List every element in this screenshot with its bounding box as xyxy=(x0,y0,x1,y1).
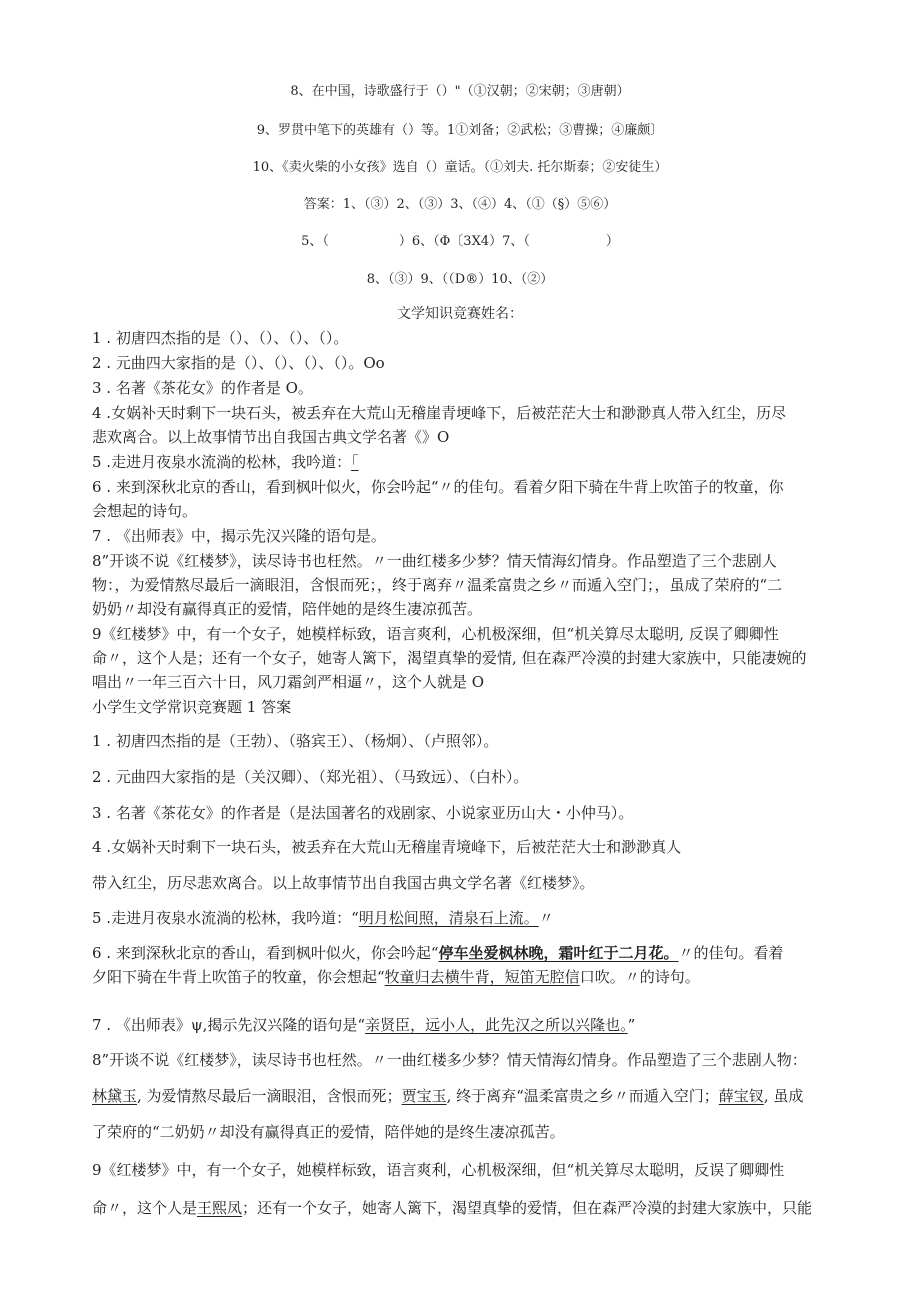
answer-7-quote: 亲贤臣，远小人，此先汉之所以兴隆也。 xyxy=(365,1016,628,1034)
answer-6-text-4: 口吹。〃的诗句。 xyxy=(579,968,700,986)
quiz-question-6-line-1: 6 . 来到深秋北京的香山，看到枫叶似火，你会吟起“〃的佳句。看着夕阳下骑在牛背上吹笛子的牧童，你 xyxy=(92,478,784,496)
answer-8-line-3: 了荣府的“二奶奶〃却没有赢得真正的爱情，陪伴她的是终生凄凉孤苦。 xyxy=(92,1123,565,1141)
top-question-9: 9、罗贯中笔下的英雄有（）等。1①刘备；②武松；③曹操；④廉颇〕 xyxy=(256,123,664,138)
quiz-question-2: 2 . 元曲四大家指的是（）、（）、（）、（）。Oo xyxy=(92,354,385,372)
answer-2: 2 . 元曲四大家指的是（关汉卿）、（郑光祖）、（马致远）、（白朴）。 xyxy=(92,768,529,786)
top-answers-line-2 xyxy=(0,232,920,252)
quiz-question-3: 3 . 名著《茶花女》的作者是 O。 xyxy=(92,379,313,397)
answer-4-line-2: 带入红尘，历尽悲欢离合。以上故事情节出自我国古典文学名著《红楼梦》。 xyxy=(92,874,595,892)
top-answers-line-1: 答案：1、（③）2、（③）3、（④）4、（①（§）⑤⑥） xyxy=(303,197,617,212)
answers-5-open: 5、（ xyxy=(301,234,329,249)
answer-6-line-1 xyxy=(92,943,784,963)
answer-7-text: 7 . 《出师表》ψ,揭示先汉兴隆的语句是“ xyxy=(92,1016,366,1034)
answer-5-poem: 明月松间照，清泉石上流。 xyxy=(358,909,539,927)
answer-7-close: ” xyxy=(627,1016,636,1034)
quiz-question-7: 7 . 《出师表》中，揭示先汉兴隆的语句是。 xyxy=(92,527,386,545)
quiz-question-5-text: 5 .走进月夜泉水流淌的松林，我吟道： xyxy=(92,453,352,471)
answer-9-name: 王熙凤 xyxy=(197,1199,243,1217)
answer-3: 3 . 名著《茶花女》的作者是（是法国著名的戏剧家、小说家亚历山大・小仲马）。 xyxy=(92,804,634,822)
answer-4-line-1: 4 .女娲补天时剩下一块石头，被丢弃在大荒山无稽崖青境峰下，后被茫茫大士和渺渺真人 xyxy=(92,838,682,856)
top-answers-line-3: 8、（③）9、（（D®）10、（②） xyxy=(366,272,554,287)
quiz-title: 文学知识竞赛姓名： xyxy=(397,306,523,322)
quiz-question-5-blank: 「 xyxy=(351,453,359,471)
quiz-question-4-line-1: 4 .女娲补天时剩下一块石头，被丢弃在大荒山无稽崖青埂峰下，后被茫茫大士和渺渺真人带入红尘，历尽 xyxy=(92,404,787,422)
answer-6-line-2 xyxy=(92,967,700,987)
answer-8-line-1: 8”开谈不说《红楼梦》，读尽诗书也枉然。〃一曲红楼多少梦？情天情海幻情身。作品塑造了三个悲剧人物： xyxy=(92,1051,807,1069)
answer-9-text-2: ；还有一个女子，她寄人篱下，渴望真挚的爱情，但在森严冷漠的封建大家族中，只能 xyxy=(242,1199,813,1217)
answer-9-text-1: 命〃，这个人是 xyxy=(92,1199,198,1217)
answer-8-text-2: , 终于离弃“温柔富贵之乡〃而遁入空门； xyxy=(446,1087,719,1105)
quiz-question-8-line-3: 奶奶〃却没有赢得真正的爱情，陪伴她的是终生凄凉孤苦。 xyxy=(92,600,483,618)
answer-5-text: 5 .走进月夜泉水流淌的松林，我吟道：“ xyxy=(92,909,359,927)
quiz-question-8-line-1: 8”开谈不说《红楼梦》，读尽诗书也枉然。〃一曲红楼多少梦？情天情海幻情身。作品塑造了三个悲剧人 xyxy=(92,552,777,570)
quiz-question-4-line-2: 悲欢离合。以上故事情节出自我国古典文学名著《》O xyxy=(92,428,450,446)
quiz-question-8-line-2: 物：，为爱情熬尽最后一滴眼泪，含恨而死；，终于离弃〃温柔富贵之乡〃而遁入空门；，虽成了荣府的“二 xyxy=(92,576,783,594)
answer-1: 1 . 初唐四杰指的是（王勃）、（骆宾王）、（杨炯）、（卢照邻）。 xyxy=(92,732,499,750)
quiz-question-9-line-2: 命〃，这个人是；还有一个女子，她寄人篱下，渴望真挚的爱情, 但在森严冷漠的封建大家族中，只能凄婉的 xyxy=(92,649,807,667)
top-question-10: 10、《卖火柴的小女孩》选自（）童话。（①刘夫. 托尔斯泰；②安徒生） xyxy=(252,160,668,175)
answer-6-text-3: 夕阳下骑在牛背上吹笛子的牧童，你会想起“ xyxy=(92,968,385,986)
answer-6-text-2: 〃的佳句。看着 xyxy=(678,944,784,962)
answers-6-7: ）6、（Φ〔3X4）7、（ xyxy=(398,234,530,249)
answer-8-name-1: 林黛玉 xyxy=(92,1087,138,1105)
answer-8-text-3: , 虽成 xyxy=(763,1087,804,1105)
answer-6-poem-1: 停车坐爱枫林晚，霜叶红于二月花。 xyxy=(438,944,679,962)
answer-8-text-1: , 为爱情熬尽最后一滴眼泪，含恨而死； xyxy=(137,1087,402,1105)
quiz-question-5 xyxy=(92,452,359,472)
quiz-question-6-line-2: 会想起的诗句。 xyxy=(92,502,198,520)
answer-5-close: 〃 xyxy=(538,909,554,927)
answer-6-poem-2: 牧童归去横牛背，短笛无腔信 xyxy=(384,968,580,986)
answers-7-close: ） xyxy=(605,234,619,249)
quiz-question-9-line-1: 9《红楼梦》中，有一个女子，她模样标致，语言爽利，心机极深细，但“机关算尽太聪明, 反误了卿卿性 xyxy=(92,625,779,643)
answer-9-line-2 xyxy=(92,1198,812,1218)
answer-6-text: 6 . 来到深秋北京的香山，看到枫叶似火，你会吟起“ xyxy=(92,944,439,962)
answer-8-line-2 xyxy=(92,1086,803,1106)
answer-8-name-2: 贾宝玉 xyxy=(401,1087,447,1105)
quiz-question-9-line-3: 唱出〃一年三百六十日，风刀霜剑严相逼〃，这个人就是 O xyxy=(92,673,485,691)
answer-5 xyxy=(92,908,554,928)
quiz-question-1: 1 . 初唐四杰指的是（）、（）、（）、（）。 xyxy=(92,329,349,347)
answer-8-name-3: 薛宝钗 xyxy=(718,1087,764,1105)
answers-title: 小学生文学常识竞赛题 1 答案 xyxy=(92,698,292,716)
answer-9-line-1: 9《红楼梦》中，有一个女子，她模样标致，语言爽利，心机极深细，但“机关算尽太聪明，反误了卿卿性 xyxy=(92,1161,785,1179)
top-question-8: 8、在中国，诗歌盛行于（）"（①汉朝；②宋朝；③唐朝） xyxy=(290,84,630,99)
answer-7 xyxy=(92,1015,635,1035)
